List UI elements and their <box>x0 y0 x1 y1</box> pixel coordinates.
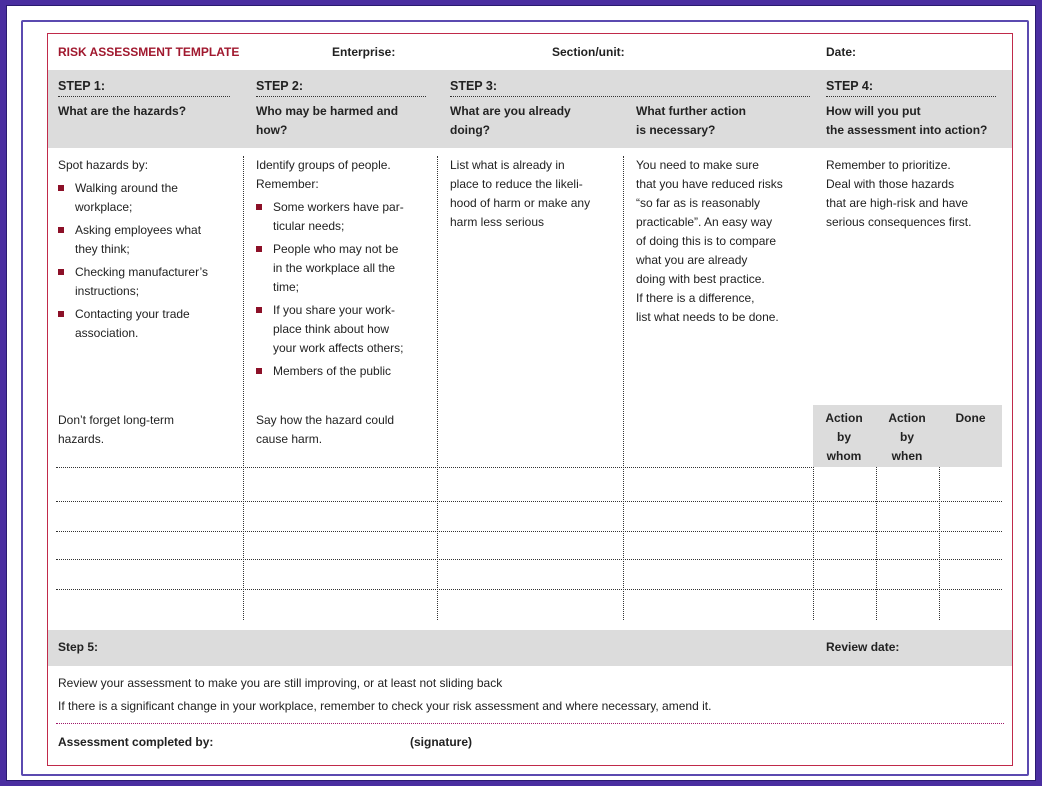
review-date-label: Review date: <box>826 640 900 654</box>
step1-bullets <box>58 179 238 343</box>
table-row-line <box>56 559 1002 560</box>
further-action-question: What further action is necessary? <box>636 104 746 137</box>
list-item: Some workers have par- ticular needs; <box>256 198 436 236</box>
risk-assessment-sheet <box>47 33 1013 766</box>
enterprise-label: Enterprise: <box>332 45 396 59</box>
action-by-when-header: Action by when <box>888 411 926 463</box>
step2-label: STEP 2: <box>256 79 426 97</box>
step5-line1: Review your assessment to make you are still improving, or at least not sliding back <box>58 676 503 690</box>
step2-footer-note: Say how the hazard could cause harm. <box>256 413 395 446</box>
step4-question: How will you put the assessment into action? <box>826 104 988 137</box>
step1-question: What are the hazards? <box>58 104 187 118</box>
list-item: Members of the public <box>256 362 436 381</box>
table-row-line <box>56 501 1002 502</box>
column-divider <box>437 156 438 620</box>
table-row-line <box>56 531 1002 532</box>
column-divider <box>939 467 940 620</box>
step4-content: Remember to prioritize. Deal with those hazards that are high-risk and have serious consequences first. <box>826 158 972 229</box>
column-divider <box>623 156 624 620</box>
step1-label: STEP 1: <box>58 79 230 97</box>
signature-label: (signature) <box>410 735 473 749</box>
step5-divider <box>56 723 1004 724</box>
document-frame <box>6 5 1036 781</box>
step2-bullets <box>256 198 436 381</box>
list-item: If you share your work- place think about how your work affects others; <box>256 301 436 358</box>
column-divider <box>243 156 244 620</box>
step2-intro: Identify groups of people. Remember: <box>256 158 391 191</box>
step5-label: Step 5: <box>58 640 99 654</box>
list-item: Asking employees what they think; <box>58 221 238 259</box>
date-label: Date: <box>826 45 857 59</box>
step4-label: STEP 4: <box>826 79 996 97</box>
step1-content <box>58 156 238 347</box>
done-header: Done <box>955 411 986 425</box>
column-divider <box>813 467 814 620</box>
table-row-line <box>56 467 812 468</box>
further-action-content: You need to make sure that you have reduced risks “so far as is reasonably practicable”. An easy way of doing this is to compare what you are already doing with best practice. If there is a difference, list what needs to be done. <box>636 158 783 324</box>
list-item: Contacting your trade association. <box>58 305 238 343</box>
action-by-whom-header: Action by whom <box>825 411 863 463</box>
assessment-completed-label: Assessment completed by: <box>58 735 214 749</box>
step3-label: STEP 3: <box>450 79 810 97</box>
step3-content: List what is already in place to reduce the likeli- hood of harm or make any harm less serious <box>450 158 591 229</box>
list-item: Walking around the workplace; <box>58 179 238 217</box>
step2-content <box>256 156 436 385</box>
column-divider <box>876 467 877 620</box>
list-item: People who may not be in the workplace all the time; <box>256 240 436 297</box>
step5-line2: If there is a significant change in your workplace, remember to check your risk assessment and where necessary, amend it. <box>58 699 712 713</box>
table-row-line <box>56 589 1002 590</box>
step3-question: What are you already doing? <box>450 104 571 137</box>
list-item: Checking manufacturer’s instructions; <box>58 263 238 301</box>
template-title: RISK ASSESSMENT TEMPLATE <box>58 45 240 59</box>
step2-question: Who may be harmed and how? <box>256 104 399 137</box>
step1-footer-note: Don’t forget long-term hazards. <box>58 413 175 446</box>
action-header-box <box>813 405 1002 467</box>
step1-intro: Spot hazards by: <box>58 158 149 172</box>
section-unit-label: Section/unit: <box>552 45 625 59</box>
